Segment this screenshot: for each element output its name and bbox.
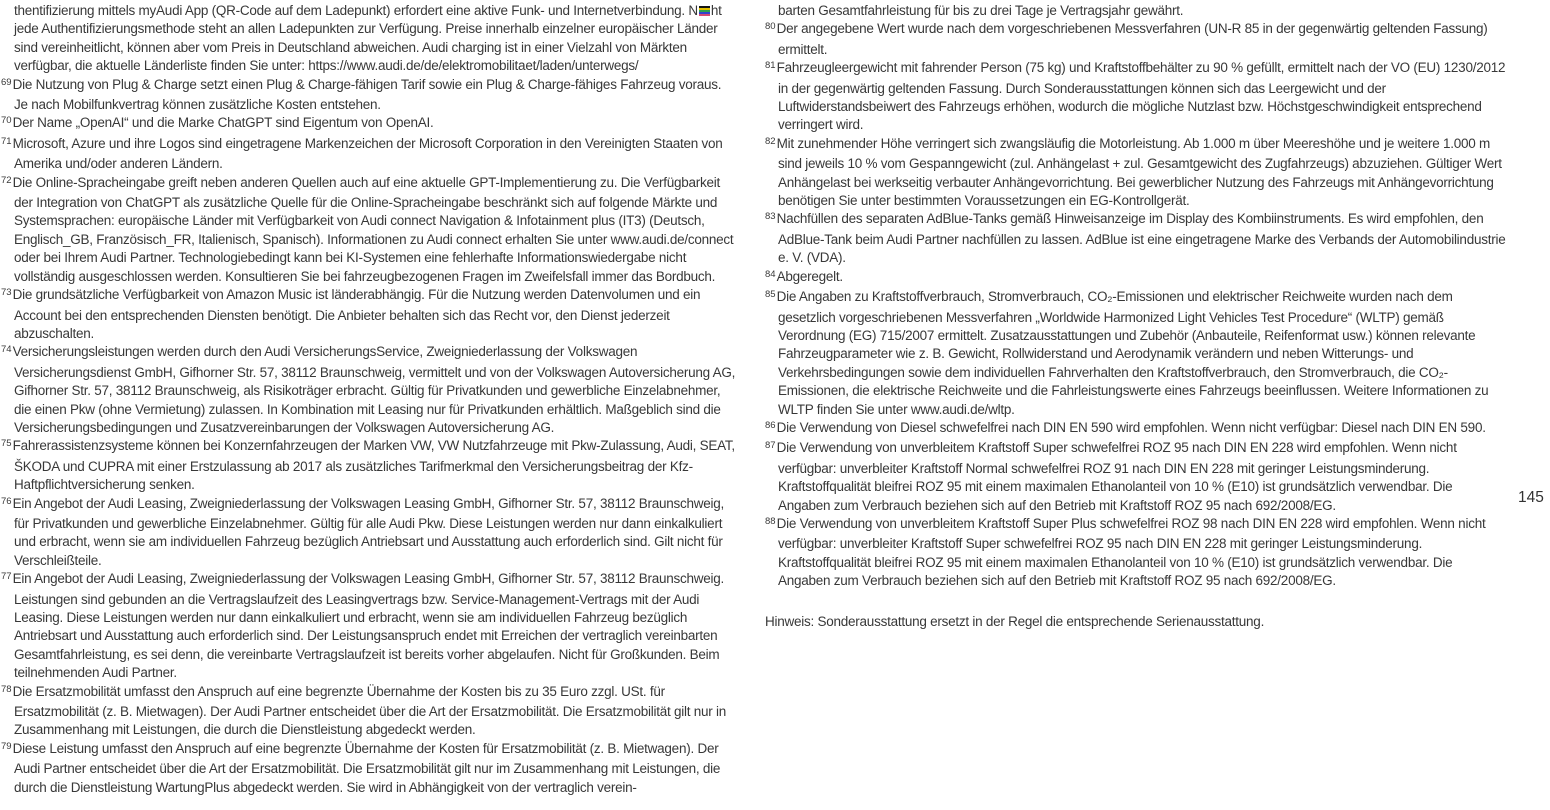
footnote-84: $^{84}$Abgeregelt.	[765, 268, 843, 284]
footnote-number: 74	[1, 344, 12, 356]
footnote-number: 86	[765, 419, 776, 431]
footnote-number: 75	[1, 438, 12, 450]
footnote-70: $^{70}$Der Name „OpenAI“ und die Marke ChatGPT sind Eigentum von OpenAI.	[1, 115, 434, 131]
footnote-number: 70	[1, 115, 12, 127]
footnote-number: 72	[1, 174, 12, 186]
footnote-82: $^{82}$Mit zunehmender Höhe verringert sich zwangsläufig die Motorleistung. Ab 1.000 m über Meereshöhe und je weitere 1.000 m sind jeweils 10 % vom Gespanngewicht (zul. Anhängelast + zul. Gesamtgewicht des Zugfahrzeugs) abzuziehen. Gültiger Wert Anhängelast bei werkseitig verbauter Anhängevorrichtung. Bei gewerblicher Nutzung des Fahrzeugs mit Anhängevorrichtung benötigen Sie unter bestimmten Voraussetzungen ein EG-Kontrollgerät.	[765, 135, 1502, 209]
footnote-number: 79	[1, 740, 12, 752]
footnote-number: 77	[1, 571, 12, 583]
footnote-81: $^{81}$Fahrzeugleergewicht mit fahrender Person (75 kg) und Kraftstoffbehälter zu 90 % gefüllt, ermittelt nach der VO (EU) 1230/2012 in der gegenwärtig geltenden Fassung. Durch Sonderausstattungen können sich das Leergewicht und der Luftwiderstandsbeiwert des Fahrzeugs erhöhen, wodurch die mögliche Nutzlast bzw. Höchstgeschwindigkeit entsprechend verringert wird.	[765, 60, 1506, 133]
footnote-74: $^{74}$Versicherungsleistungen werden durch den Audi VersicherungsService, Zweigniederlassung der Volkswagen Versicherungsdienst GmbH, Gifhorner Str. 57, 38112 Braunschweig, vermittelt und von der Volkswagen Autoversicherung AG, Gifhorner Str. 57, 38112 Braunschweig, als Risikoträger erbracht. Gültig für Privatkunden und gewerbliche Einzelabnehmer, die einen Pkw (ohne Vermietung) zulassen. In Kombination mit Leasing nur für Privatkunden erhältlich. Maßgeblich sind die Versicherungsbedingungen und Zusatzvereinbarungen der Volkswagen Autoversicherung AG.	[1, 344, 736, 435]
hinweis-note: Hinweis: Sonderausstattung ersetzt in der Regel die entsprechende Serienausstattung.	[765, 613, 1265, 629]
footnote-75: $^{75}$Fahrerassistenzsysteme können bei Konzernfahrzeugen der Marken VW, VW Nutzfahrzeuge mit Pkw-Zulassung, Audi, SEAT, ŠKODA und CUPRA mit einer Erstzulassung ab 2017 als zusätzliches Tarifmerkmal den Versicherungsbeitrag der Kfz-Haftpflichtversicherung senken.	[1, 438, 735, 493]
color-glitch-artifact	[699, 6, 710, 16]
footnotes-column-right	[765, 2, 1506, 631]
footnote-73: $^{73}$Die grundsätzliche Verfügbarkeit von Amazon Music ist länderabhängig. Für die Nutzung werden Datenvolumen und ein Account bei den entsprechenden Diensten benötigt. Die Anbieter behalten sich das Recht vor, den Dienst jederzeit abzuschalten.	[1, 287, 701, 341]
footnote-number: 71	[1, 135, 12, 147]
footnote-number: 87	[765, 440, 776, 452]
footnote-number: 84	[765, 268, 776, 280]
footnote-71: $^{71}$Microsoft, Azure und ihre Logos sind eingetragene Markenzeichen der Microsoft Corporation in den Vereinigten Staaten von Amerika und/oder anderen Ländern.	[1, 135, 723, 172]
page-number: 145	[1518, 489, 1544, 506]
footnote-number: 78	[1, 683, 12, 695]
footnote-continuation-left: thentifizierung mittels myAudi App (QR-Code auf dem Ladepunkt) erfordert eine aktive Funk- und Internetverbindung. N ht jede Authentifizierungsmethode steht an allen Ladepunkten zur Verfügung. Preise innerhalb einzelner europäischer Länder sind vereinheitlicht, können aber vom Preis in Deutschland abweichen. Audi charging ist in einer Vielzahl von Märkten verfügbar, die aktuelle Länderliste finden Sie unter: https://www.audi.de/de/elektromobilitaet/laden/unterwegs/	[14, 3, 722, 74]
footnote-72: $^{72}$Die Online-Spracheingabe greift neben anderen Quellen auch auf eine aktuelle GPT-Implementierung zu. Die Verfügbarkeit der Integration von ChatGPT als zusätzliche Quelle für die Online-Spracheingabe beschränkt sich auf folgende Märkte und Systemsprachen: europäische Länder mit Verfügbarkeit von Audi connect Navigation & Infotainment plus (IT3) (Deutsch, Englisch_GB, Französisch_FR, Italienisch, Spanisch). Informationen zu Audi connect erhalten Sie unter www.audi.de/connect oder bei Ihrem Audi Partner. Technologiebedingt kann bei KI-Systemen eine fehlerhafte Informationswiedergabe nicht vollständig ausgeschlossen werden. Konsultieren Sie bei fahrzeugbezogenen Fragen im Zweifelsfall immer das Bordbuch.	[1, 174, 734, 284]
footnote-number: 80	[765, 21, 776, 33]
footnote-88: $^{88}$Die Verwendung von unverbleitem Kraftstoff Super Plus schwefelfrei ROZ 98 nach DIN EN 228 wird empfohlen. Wenn nicht verfügbar: unverbleiter Kraftstoff Super schwefelfrei ROZ 95 nach DIN EN 228 mit geringer Leistungsminderung. Kraftstoffqualität bleifrei ROZ 95 mit einem maximalen Ethanolanteil von 10 % (E10) ist grundsätzlich verwendbar. Die Angaben zum Verbrauch beziehen sich auf den Betrieb mit Kraftstoff ROZ 95 nach 692/2008/EG.	[765, 515, 1486, 589]
footnote-number: 76	[1, 495, 12, 507]
footnote-86: $^{86}$Die Verwendung von Diesel schwefelfrei nach DIN EN 590 wird empfohlen. Wenn nicht verfügbar: Diesel nach DIN EN 590.	[765, 419, 1486, 435]
footnote-number: 82	[765, 135, 776, 147]
footnote-76: $^{76}$Ein Angebot der Audi Leasing, Zweigniederlassung der Volkswagen Leasing GmbH, Gifhorner Str. 57, 38112 Braunschweig, für Privatkunden und gewerbliche Einzelabnehmer. Gültig für alle Audi Pkw. Diese Leistungen werden nur dann einkalkuliert und erbracht, wenn sie am individuellen Fahrzeug bezüglich Antriebsart und Ausstattung auch erforderlich sind. Gilt nicht für Verschleißteile.	[1, 495, 725, 568]
footnote-79: $^{79}$Diese Leistung umfasst den Anspruch auf eine begrenzte Übernahme der Kosten für Ersatzmobilität (z. B. Mietwagen). Der Audi Partner entscheidet über die Art der Ersatzmobilität. Die Ersatzmobilität gilt nur im Zusammenhang mit Leistungen, die durch die Dienstleistung WartungPlus abgedeckt werden. Sie wird in Abhängigkeit von der vertraglich verein-	[1, 740, 721, 795]
footnote-78: $^{78}$Die Ersatzmobilität umfasst den Anspruch auf eine begrenzte Übernahme der Kosten bis zu 35 Euro zzgl. USt. für Ersatzmobilität (z. B. Mietwagen). Der Audi Partner entscheidet über die Art der Ersatzmobilität. Die Ersatzmobilität gilt nur in Zusammenhang mit Leistungen, die durch die Dienstleistung abgedeckt werden.	[1, 683, 727, 738]
footnote-85: $^{85}$Die Angaben zu Kraftstoffverbrauch, Stromverbrauch, CO₂-Emissionen und elektrischer Reichweite wurden nach dem gesetzlich vorgeschriebenen Messverfahren „Worldwide Harmonized Light Vehicles Test Procedure“ (WLTP) gemäß Verordnung (EG) 715/2007 ermittelt. Zusatzausstattungen und Zubehör (Anbauteile, Reifenformat usw.) können relevante Fahrzeugparameter wie z. B. Gewicht, Rollwiderstand und Aerodynamik verändern und neben Witterungs- und Verkehrsbedingungen sowie dem individuellen Fahrverhalten den Kraftstoffverbrauch, den Stromverbrauch, die CO₂-Emissionen, die elektrische Reichweite und die Fahrleistungswerte eines Fahrzeugs beeinflussen. Weitere Informationen zu WLTP finden Sie unter www.audi.de/wltp.	[765, 289, 1489, 417]
footnote-number: 83	[765, 211, 776, 223]
footnote-87: $^{87}$Die Verwendung von unverbleitem Kraftstoff Super schwefelfrei ROZ 95 nach DIN EN 228 wird empfohlen. Wenn nicht verfügbar: unverbleiter Kraftstoff Normal schwefelfrei ROZ 91 nach DIN EN 228 mit geringer Leistungsminderung. Kraftstoffqualität bleifrei ROZ 95 mit einem maximalen Ethanolanteil von 10 % (E10) ist grundsätzlich verwendbar. Die Angaben zum Verbrauch beziehen sich auf den Betrieb mit Kraftstoff ROZ 95 nach 692/2008/EG.	[765, 440, 1457, 513]
footnote-80: $^{80}$Der angegebene Wert wurde nach dem vorgeschriebenen Messverfahren (UN-R 85 in der gegenwärtig geltenden Fassung) ermittelt.	[765, 21, 1488, 57]
footnote-83: $^{83}$Nachfüllen des separaten AdBlue-Tanks gemäß Hinweisanzeige im Display des Kombiinstruments. Es wird empfohlen, den AdBlue-Tank beim Audi Partner nachfüllen zu lassen. AdBlue ist eine eingetragene Marke des Verbands der Automobilindustrie e. V. (VDA).	[765, 211, 1506, 266]
footnote-69: $^{69}$Die Nutzung von Plug & Charge setzt einen Plug & Charge-fähigen Tarif sowie ein Plug & Charge-fähiges Fahrzeug voraus. Je nach Mobilfunkvertrag können zusätzliche Kosten entstehen.	[1, 76, 722, 113]
footnotes-column-left	[1, 2, 738, 797]
footnote-number: 69	[1, 76, 12, 88]
footnote-number: 85	[765, 289, 776, 301]
footnote-number: 81	[765, 60, 776, 72]
footnote-number: 88	[765, 515, 776, 527]
footnote-continuation-right: barten Gesamtfahrleistung für bis zu drei Tage je Vertragsjahr gewährt.	[778, 3, 1184, 18]
footnote-number: 73	[1, 287, 12, 299]
footnote-77: $^{77}$Ein Angebot der Audi Leasing, Zweigniederlassung der Volkswagen Leasing GmbH, Gifhorner Str. 57, 38112 Braunschweig. Leistungen sind gebunden an die Vertragslaufzeit des Leasingvertrags bzw. Service-Management-Vertrags mit der Audi Leasing. Diese Leistungen werden nur dann einkalkuliert und erbracht, wenn sie am individuellen Fahrzeug bezüglich Antriebsart und Ausstattung auch erforderlich sind. Der Leistungsanspruch endet mit Erreichen der vertraglich vereinbarten Gesamtfahrleistung, es sei denn, die vereinbarte Vertragslaufzeit ist bereits vorher abgelaufen. Nicht für Großkunden. Beim teilnehmenden Audi Partner.	[1, 571, 725, 681]
